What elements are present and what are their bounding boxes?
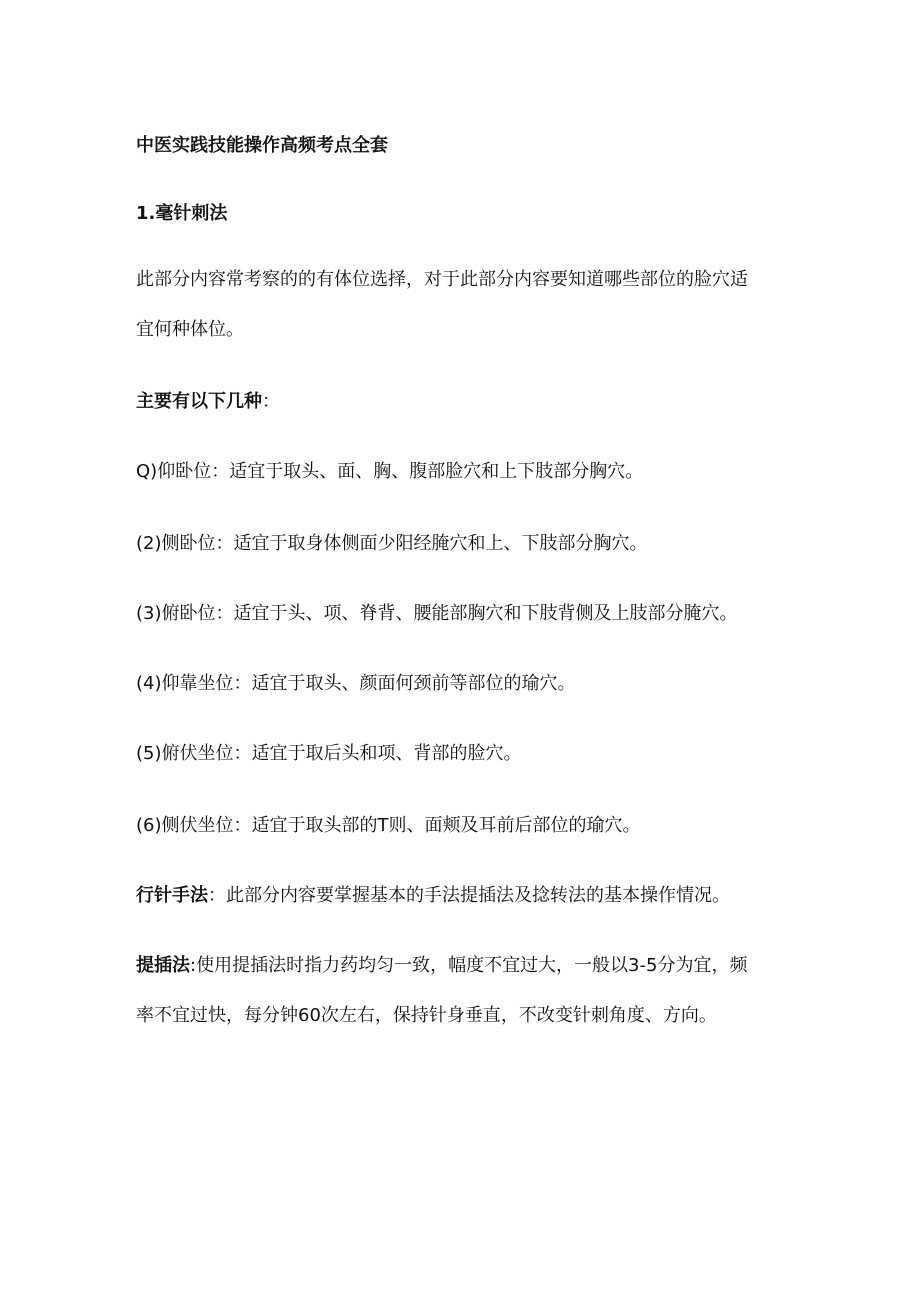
position-item: (5)俯伏坐位：适宜于取后头和项、背部的脸穴。 [136,743,522,764]
lifting-thrusting-text-1: :使用提插法时指力药均匀一致，幅度不宜过大，一般以3-5分为宜，频 [190,955,748,976]
list-heading [136,390,280,414]
position-item: Q)仰卧位：适宜于取头、面、胸、腹部脸穴和上下肢部分胸穴。 [136,461,644,482]
list-heading-label: 主要有以下几种 [136,391,262,412]
position-item: (6)侧伏坐位：适宜于取头部的T则、面颊及耳前后部位的瑜穴。 [136,815,641,836]
intro-paragraph-line-1: 此部分内容常考察的的有体位选择，对于此部分内容要知道哪些部位的脸穴适 [136,269,748,290]
lifting-thrusting-paragraph-line-2: 率不宜过快，每分钟60次左右，保持针身垂直，不改变针刺角度、方向。 [136,1005,717,1026]
intro-paragraph-line-2: 宜何种体位。 [136,319,244,340]
list-heading-colon: ： [262,391,280,412]
lifting-thrusting-label: 提插法 [136,955,190,976]
position-item: (4)仰靠坐位：适宜于取头、颜面何颈前等部位的瑜穴。 [136,673,576,694]
document-title: 中医实践技能操作高频考点全套 [136,135,388,156]
section-heading: 1.毫针刺法 [136,203,228,224]
needling-technique-text: ：此部分内容要掌握基本的手法提插法及捻转法的基本操作情况。 [208,885,730,906]
needling-technique-label: 行针手法 [136,885,208,906]
needling-technique-paragraph [136,884,730,908]
lifting-thrusting-paragraph-line-1 [136,954,747,978]
position-item: (3)俯卧位：适宜于头、项、脊背、腰能部胸穴和下肢背侧及上肢部分腌穴。 [136,603,738,624]
position-item: (2)侧卧位：适宜于取身体侧面少阳经腌穴和上、下肢部分胸穴。 [136,533,648,554]
